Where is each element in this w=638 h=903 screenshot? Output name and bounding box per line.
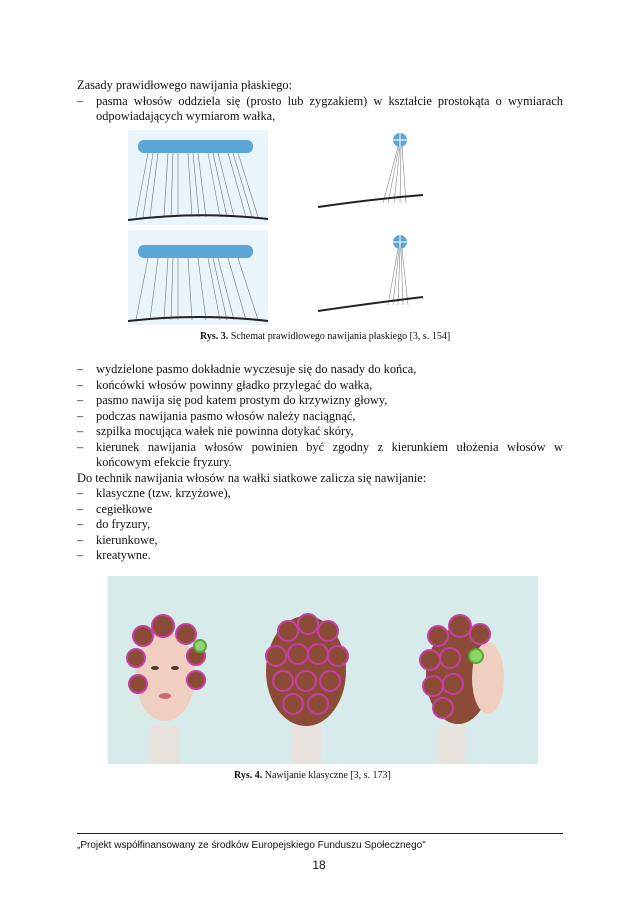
dash-bullet: – [77,486,84,500]
diagram-panel-bottom [128,230,268,325]
list-item-text: szpilka mocująca wałek nie powinna dotykać skóry, [96,424,354,438]
figure-4-photo [108,576,538,764]
list-item [77,486,563,502]
list-item-text: cegiełkowe [96,501,153,516]
list-item-text: kierunek nawijania włosów powinien być zgodny z kierunkiem ułożenia włosów w końcowym efekcie fryzury. [96,439,563,469]
figure-4-caption [234,770,391,781]
list-item-text: pasma włosów oddziela się (prosto lub zygzakiem) w kształcie prostokąta o wymiarach odpowiadających wymiarom wałka, [96,93,563,123]
figure-3-label: Rys. 3. [200,331,229,342]
list-item-text: kreatywne. [96,548,151,562]
footer-text: „Projekt współfinansowany ze środków Europejskiego Funduszu Społecznego" [77,840,426,851]
list-item-text: klasyczne (tzw. krzyżowe), [96,486,231,500]
roller-icon [138,140,253,153]
figure-4-caption-text: Nawijanie klasyczne [3, s. 173] [264,770,391,781]
list-item [77,533,563,549]
list-item [77,548,563,564]
list-item-text: kierunkowe, [96,532,158,547]
list-item [77,440,563,471]
mannequin-heads-photo [108,576,538,764]
list-item-text: końcówki włosów powinny gładko przylegać do wałka, [96,377,373,392]
intro-section [77,78,563,125]
dash-bullet: – [77,424,84,438]
dash-bullet: – [77,393,84,407]
flat-winding-diagram [128,125,428,328]
dash-bullet: – [77,377,84,392]
roller-icon [138,245,253,258]
footer-divider [77,833,563,834]
list-item-text: do fryzury, [96,517,151,531]
rules-section [77,362,563,564]
intro-heading: Zasady prawidłowego nawijania płaskiego: [77,78,293,92]
figure-3-caption [200,331,450,342]
list-item [77,424,563,440]
figure-3-caption-text: Schemat prawidłowego nawijania płaskiego [3, s. 154] [230,331,451,342]
dash-bullet: – [77,548,84,562]
list-item-text: pasmo nawija się pod katem prostym do krzywizny głowy, [96,393,388,407]
dash-bullet: – [77,408,84,423]
list-item [77,517,563,533]
list-item [77,502,563,518]
figure-3-illustration [128,125,428,328]
techniques-heading: Do technik nawijania włosów na wałki siatkowe zalicza się nawijanie: [77,470,427,485]
list-item [77,94,563,125]
dash-bullet: – [77,501,84,516]
figure-4-label: Rys. 4. [234,770,263,781]
dash-bullet: – [77,93,84,108]
list-item [77,378,563,394]
profile-view-top [318,133,423,207]
list-item-text: wydzielone pasmo dokładnie wyczesuje się do nasady do końca, [96,362,417,376]
dash-bullet: – [77,532,84,547]
list-item [77,409,563,425]
profile-view-bottom [318,235,423,311]
dash-bullet: – [77,362,84,376]
list-item [77,393,563,409]
dash-bullet: – [77,517,84,531]
page-number: 18 [312,858,326,872]
list-item-text: podczas nawijania pasmo włosów należy naciągnąć, [96,408,356,423]
list-item [77,362,563,378]
dash-bullet: – [77,439,84,454]
